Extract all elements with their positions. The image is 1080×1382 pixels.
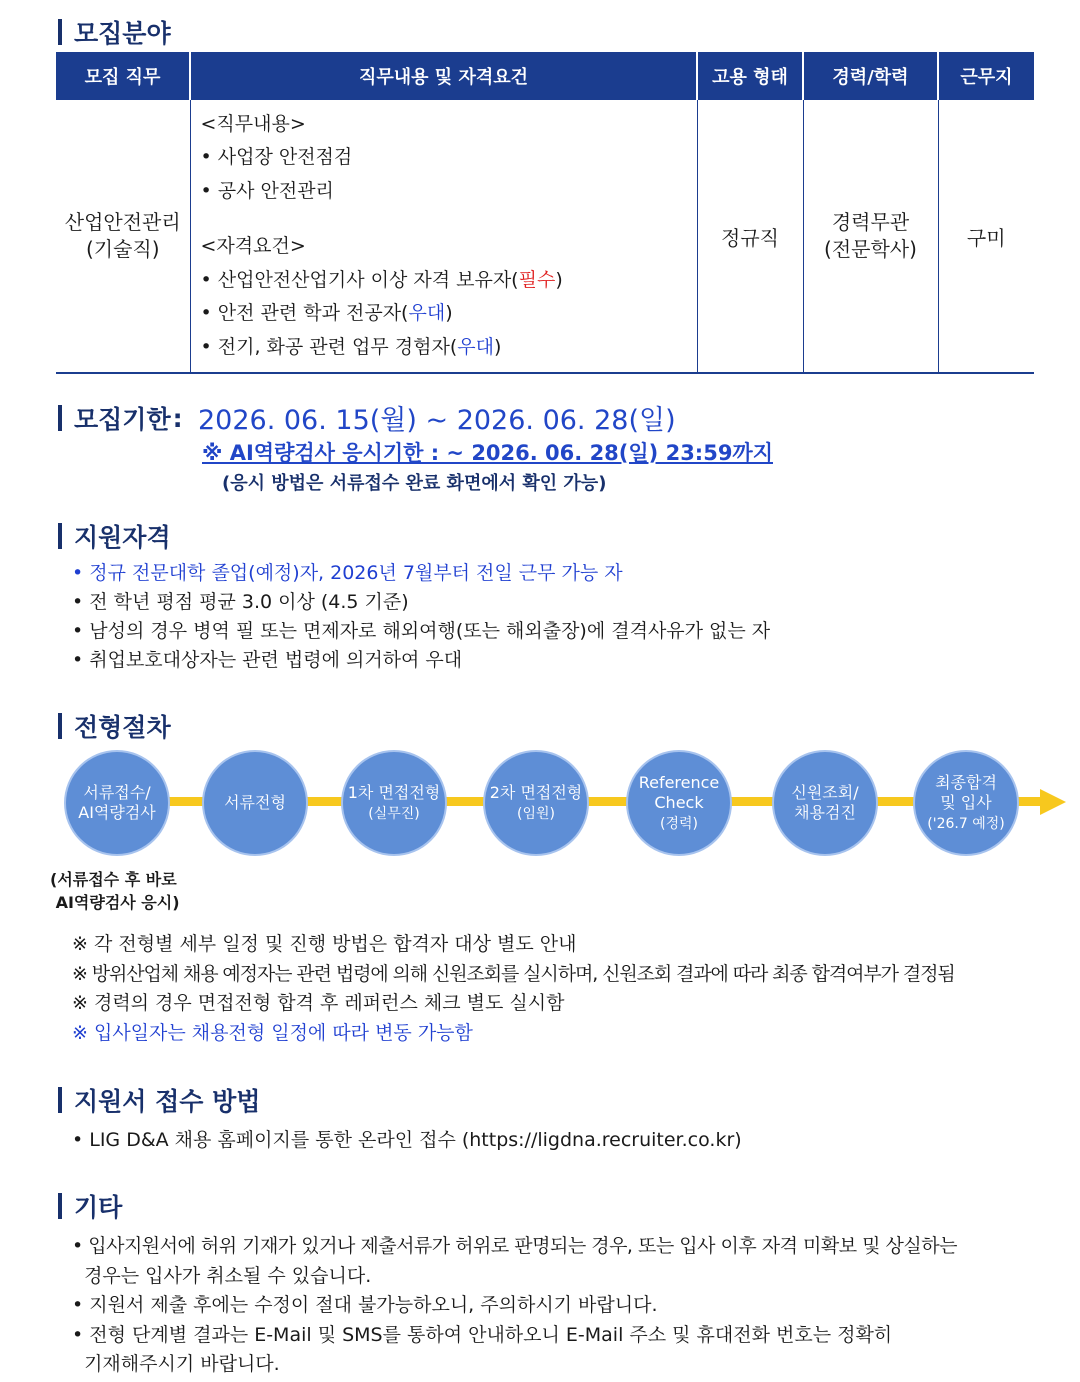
table-header-row (56, 52, 1034, 100)
table-row (56, 100, 1034, 373)
location-cell: 구미 (938, 100, 1034, 373)
section-title-text: 기타 (74, 1193, 123, 1222)
note-item: ※ 방위산업체 채용 예정자는 관련 법령에 의해 신원조회를 실시하며, 신원조회 결과에 따라 최종 합격여부가 결정됨 (72, 962, 955, 985)
section-title-text: 전형절차 (74, 713, 171, 742)
section-title-process (58, 708, 171, 744)
process-notes (72, 930, 955, 1048)
section-title-text: 지원자격 (74, 523, 171, 552)
list-item: • 남성의 경우 병역 필 또는 면제자로 해외여행(또는 해외출장)에 결격사유가 없는 자 (72, 620, 771, 642)
step-sub: (경력) (660, 815, 698, 832)
requirement-text: • 전기, 화공 관련 업무 경험자( (200, 335, 458, 358)
etc-item: • 입사지원서에 허위 기재가 있거나 제출서류가 허위로 판명되는 경우, 또는 입사 이후 자격 미확보 및 상실하는 (72, 1235, 957, 1257)
step-label: 2차 면접전형 (489, 782, 583, 802)
ai-note: (응시 방법은 서류접수 완료 화면에서 확인 가능) (222, 473, 607, 494)
section-bar (58, 19, 62, 45)
etc-item-cont: 경우는 입사가 취소될 수 있습니다. (72, 1264, 372, 1287)
process-step-3 (343, 752, 445, 854)
section-title-text: 지원서 접수 방법 (74, 1087, 261, 1116)
duty-item: • 사업장 안전점검 (200, 146, 353, 169)
ai-deadline: ※ AI역량검사 응시기한 : ~ 2026. 06. 28(일) 23:59까지 (202, 441, 773, 465)
step-label: 1차 면접전형 (347, 782, 441, 802)
section-title-text: 모집분야 (74, 19, 171, 48)
section-bar (58, 523, 62, 549)
recruit-table (56, 52, 1034, 374)
note-item: ※ 입사일자는 채용전형 일정에 따라 변동 가능함 (72, 1021, 473, 1044)
duty-heading: <직무내용> (200, 112, 306, 135)
requirement-tag: 필수 (518, 268, 556, 291)
process-step-7 (915, 752, 1017, 854)
section-bar (58, 405, 62, 431)
section-title-deadline (58, 400, 183, 436)
header-job: 모집 직무 (56, 52, 190, 100)
duty-cell (190, 100, 697, 373)
section-title-recruit-field (58, 14, 171, 50)
header-location: 근무지 (938, 52, 1034, 100)
process-step-2 (204, 752, 306, 854)
spacer (201, 208, 697, 230)
deadline-colon: : (172, 403, 183, 433)
process-note: (서류접수 후 바로 AI역량검사 응시) (50, 870, 180, 912)
header-career: 경력/학력 (803, 52, 938, 100)
requirement-tag: 우대 (457, 335, 494, 358)
etc-item: • 전형 단계별 결과는 E-Mail 및 SMS를 통하여 안내하오니 E-Mail 주소 및 휴대전화 번호는 정확히 (72, 1323, 893, 1346)
step-sub: ('26.7 예정) (927, 815, 1005, 832)
step-label: 신원조회/ 채용검진 (791, 783, 859, 822)
section-title-apply-method (58, 1082, 260, 1118)
etc-list (72, 1232, 1047, 1380)
process-step-6 (774, 752, 876, 854)
requirement-heading: <자격요건> (200, 235, 306, 258)
process-step-4 (485, 752, 587, 854)
job-title-cell: 산업안전관리 (기술직) (56, 100, 190, 373)
deadline-period: 2026. 06. 15(월) ~ 2026. 06. 28(일) (198, 405, 676, 436)
step-label: 서류전형 (224, 793, 286, 812)
qualification-list (72, 559, 770, 675)
note-item: ※ 각 전형별 세부 일정 및 진행 방법은 합격자 대상 별도 안내 (72, 933, 577, 955)
etc-item: • 지원서 제출 후에는 수정이 절대 불가능하오니, 주의하시기 바랍니다. (72, 1294, 658, 1316)
section-bar (58, 1087, 62, 1113)
requirement-text: • 안전 관련 학과 전공자( (200, 302, 409, 325)
section-bar (58, 713, 62, 739)
career-cell: 경력무관 (전문학사) (803, 100, 938, 373)
header-employment: 고용 형태 (697, 52, 803, 100)
requirement-item (201, 264, 697, 298)
etc-item-cont: 기재해주시기 바랍니다. (72, 1353, 280, 1375)
note-item: ※ 경력의 경우 면접전형 합격 후 레퍼런스 체크 별도 실시함 (72, 992, 565, 1014)
section-title-text: 모집기한 (74, 405, 171, 434)
step-sub: (실무진) (368, 805, 420, 822)
list-item: • 전 학년 평점 평균 3.0 이상 (4.5 기준) (72, 591, 409, 613)
requirement-end: ) (445, 302, 453, 325)
section-bar (58, 1193, 62, 1219)
arrow-right-icon (1040, 789, 1066, 815)
step-label: Reference Check (638, 772, 720, 812)
apply-method-text: • LIG D&A 채용 홈페이지를 통한 온라인 접수 (https://ligdna.recruiter.co.kr) (72, 1129, 742, 1151)
list-item: • 정규 전문대학 졸업(예정)자, 2026년 7월부터 전일 근무 가능 자 (72, 562, 623, 584)
duty-item: • 공사 안전관리 (200, 179, 334, 202)
step-label: 서류접수/ AI역량검사 (78, 783, 156, 822)
employment-cell: 정규직 (697, 100, 803, 373)
section-title-etc (58, 1188, 122, 1224)
step-label: 최종합격 및 입사 (935, 772, 997, 812)
requirement-end: ) (493, 335, 502, 358)
requirement-item (201, 331, 697, 365)
requirement-tag: 우대 (408, 302, 446, 325)
step-sub: (임원) (517, 805, 555, 822)
section-title-qualification (58, 518, 171, 554)
process-step-5 (628, 752, 730, 854)
header-duty: 직무내용 및 자격요건 (190, 52, 697, 100)
requirement-text: • 산업안전산업기사 이상 자격 보유자( (200, 268, 519, 291)
process-step-1 (66, 752, 168, 854)
requirement-item (201, 297, 697, 331)
requirement-end: ) (555, 268, 563, 291)
list-item: • 취업보호대상자는 관련 법령에 의거하여 우대 (72, 649, 463, 671)
